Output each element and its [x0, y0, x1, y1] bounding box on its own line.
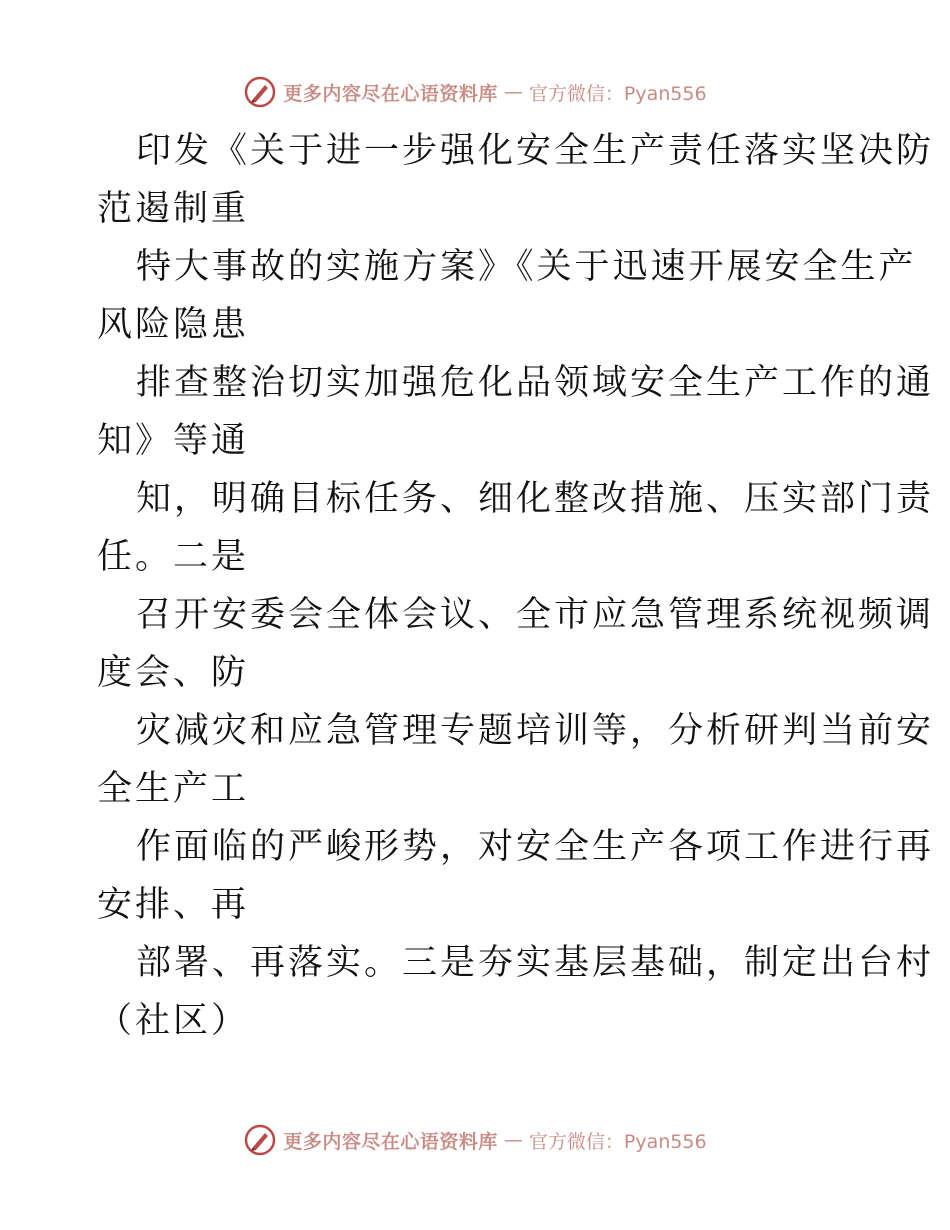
header-watermark — [0, 72, 950, 112]
watermark-site-text: 更多内容尽在心语资料库 — [283, 82, 498, 105]
text-line: 知》等通 — [97, 421, 250, 461]
pen-logo-icon — [243, 75, 277, 109]
watermark-wechat-text: 官方微信：Pyan556 — [528, 82, 707, 105]
text-line: 灾减灾和应急管理专题培训等，分析研判当前安 — [136, 711, 935, 751]
text-line: 印发《关于进一步强化安全生产责任落实坚决防 — [136, 131, 935, 171]
text-line: 度会、防 — [97, 653, 250, 693]
watermark-wechat-text: 官方微信：Pyan556 — [528, 1130, 707, 1153]
text-line: （社区） — [97, 1001, 250, 1041]
text-line: 知，明确目标任务、细化整改措施、压实部门责 — [136, 479, 935, 519]
text-line: 特大事故的实施方案》《关于迅速开展安全生产 — [136, 247, 917, 287]
pen-logo-icon — [243, 1123, 277, 1157]
text-line: 任。二是 — [97, 537, 250, 577]
text-line: 风险隐患 — [97, 305, 250, 345]
watermark-dash: — — [503, 81, 523, 103]
text-line: 部署、再落实。三是夯实基层基础，制定出台村 — [136, 943, 935, 983]
text-line: 安排、再 — [97, 885, 250, 925]
document-body — [97, 122, 935, 1050]
text-line: 召开安委会全体会议、全市应急管理系统视频调 — [136, 595, 935, 635]
text-line: 排查整治切实加强危化品领域安全生产工作的通 — [136, 363, 935, 403]
text-line: 全生产工 — [97, 769, 250, 809]
text-line: 范遏制重 — [97, 189, 250, 229]
footer-watermark — [0, 1120, 950, 1160]
text-line: 作面临的严峻形势，对安全生产各项工作进行再 — [136, 827, 935, 867]
watermark-site-text: 更多内容尽在心语资料库 — [283, 1130, 498, 1153]
watermark-dash: — — [503, 1129, 523, 1151]
